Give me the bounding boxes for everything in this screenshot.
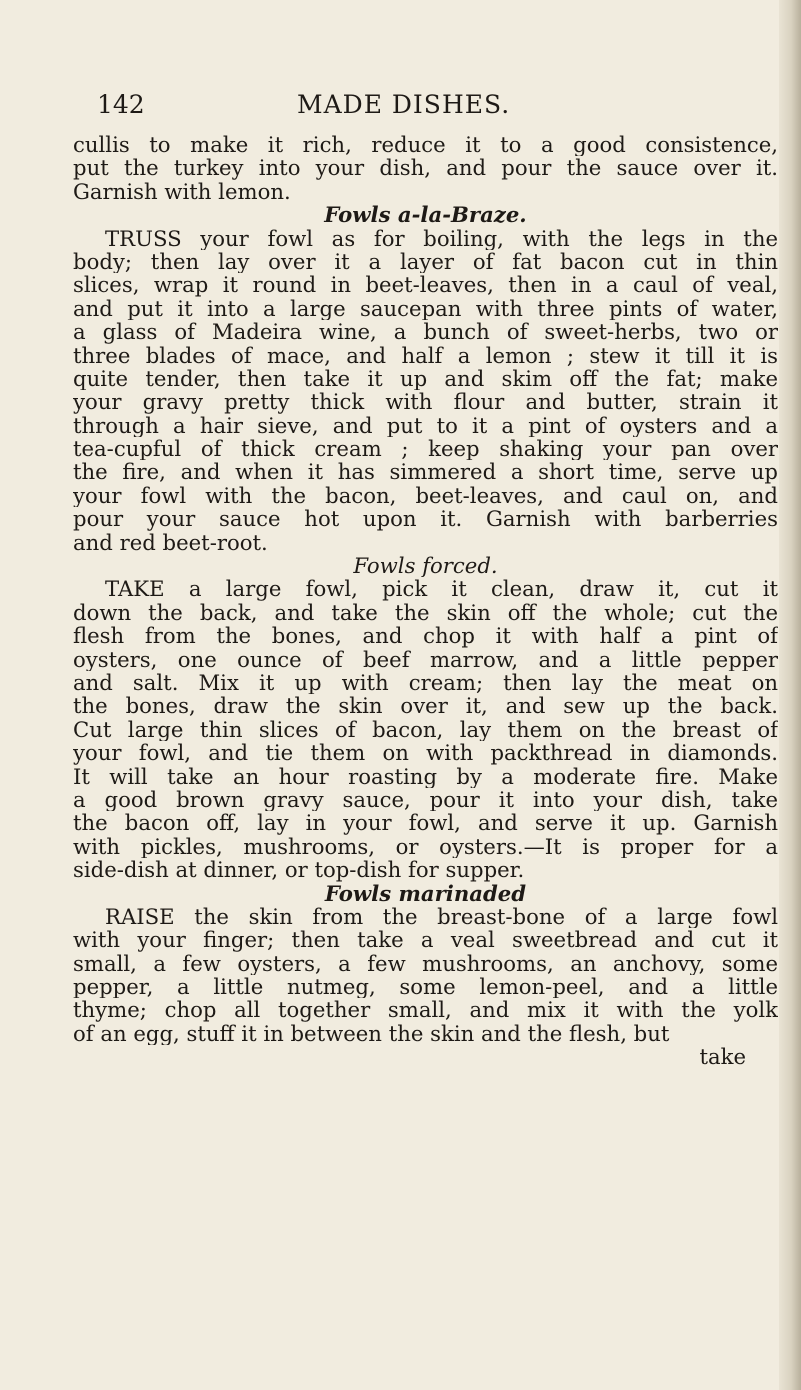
- catchword: take: [699, 1045, 746, 1069]
- text-line: the bones, draw the skin over it, and sew up the back.: [73, 694, 778, 718]
- text-line: through a hair sieve, and put to it a pint of oysters and a: [73, 413, 778, 438]
- recipe-heading: [73, 882, 778, 905]
- text-line: small, a few oysters, a few mushrooms, an anchovy, some: [73, 951, 778, 976]
- text-line: and put it into a large saucepan with three pints of water,: [73, 296, 778, 321]
- page-number: 142: [97, 90, 145, 119]
- recipe-section: [73, 554, 778, 881]
- text-line: slices, wrap it round in beet-leaves, then in a caul of veal,: [73, 273, 778, 297]
- text-line: three blades of mace, and half a lemon ; stew it till it is: [73, 343, 778, 367]
- recipe-section: [73, 133, 778, 203]
- text-line: a good brown gravy sauce, pour it into your dish, take: [73, 787, 778, 812]
- text-line: the fire, and when it has simmered a short time, serve up: [73, 460, 778, 484]
- text-line: body; then lay over it a layer of fat bacon cut in thin: [73, 249, 778, 274]
- text-line: pour your sauce hot upon it. Garnish with barberries: [73, 507, 778, 531]
- page-header: [97, 90, 757, 126]
- text-line: the bacon off, lay in your fowl, and serve it up. Garnish: [73, 811, 778, 835]
- recipe-heading-text: Fowls a-la-Braze.: [324, 203, 527, 227]
- text-line: your fowl, and tie them on with packthread in diamonds.: [73, 741, 778, 765]
- text-line: thyme; chop all together small, and mix it with the yolk: [73, 998, 778, 1022]
- text-line: your gravy pretty thick with flour and butter, strain it: [73, 390, 778, 414]
- text-line: your fowl with the bacon, beet-leaves, and caul on, and: [73, 483, 778, 508]
- text-line: side-dish at dinner, or top-dish for supper.: [73, 858, 525, 882]
- recipe-heading: [73, 554, 778, 577]
- text-line: TAKE a large fowl, pick it clean, draw it, cut it: [105, 577, 778, 601]
- text-line: pepper, a little nutmeg, some lemon-peel, and a little: [73, 975, 778, 999]
- recipe-section: [73, 882, 778, 1046]
- text-line: with your finger; then take a veal sweetbread and cut it: [73, 928, 778, 952]
- text-line: with pickles, mushrooms, or oysters.—It is proper for a: [73, 834, 778, 859]
- text-line: tea-cupful of thick cream ; keep shaking your pan over: [73, 437, 778, 461]
- recipe-heading: [73, 203, 778, 226]
- text-line: and salt. Mix it up with cream; then lay the meat on: [73, 670, 778, 695]
- text-line: a glass of Madeira wine, a bunch of sweet-herbs, two or: [73, 320, 778, 344]
- text-line: Cut large thin slices of bacon, lay them on the breast of: [73, 717, 778, 742]
- text-line: Garnish with lemon.: [73, 179, 291, 204]
- text-line: down the back, and take the skin off the whole; cut the: [73, 600, 778, 625]
- text-line: of an egg, stuff it in between the skin and the flesh, but: [73, 1021, 670, 1046]
- text-line: quite tender, then take it up and skim off the fat; make: [73, 366, 778, 391]
- text-line: flesh from the bones, and chop it with half a pint of: [73, 624, 778, 648]
- recipe-heading-text: Fowls forced.: [353, 554, 498, 578]
- text-line: oysters, one ounce of beef marrow, and a little pepper: [73, 647, 778, 671]
- text-line: TRUSS your fowl as for boiling, with the legs in the: [105, 226, 778, 250]
- page-body: [73, 133, 778, 1069]
- recipe-heading-text: Fowls marinaded: [324, 881, 527, 905]
- text-line: cullis to make it rich, reduce it to a good consistence,: [73, 133, 778, 157]
- recipe-section: [73, 203, 778, 554]
- text-line: put the turkey into your dish, and pour the sauce over it.: [73, 156, 778, 180]
- running-title: MADE DISHES.: [297, 90, 511, 119]
- text-line: It will take an hour roasting by a moderate fire. Make: [73, 764, 778, 788]
- text-line: and red beet-root.: [73, 530, 268, 555]
- text-line: RAISE the skin from the breast-bone of a large fowl: [105, 904, 778, 929]
